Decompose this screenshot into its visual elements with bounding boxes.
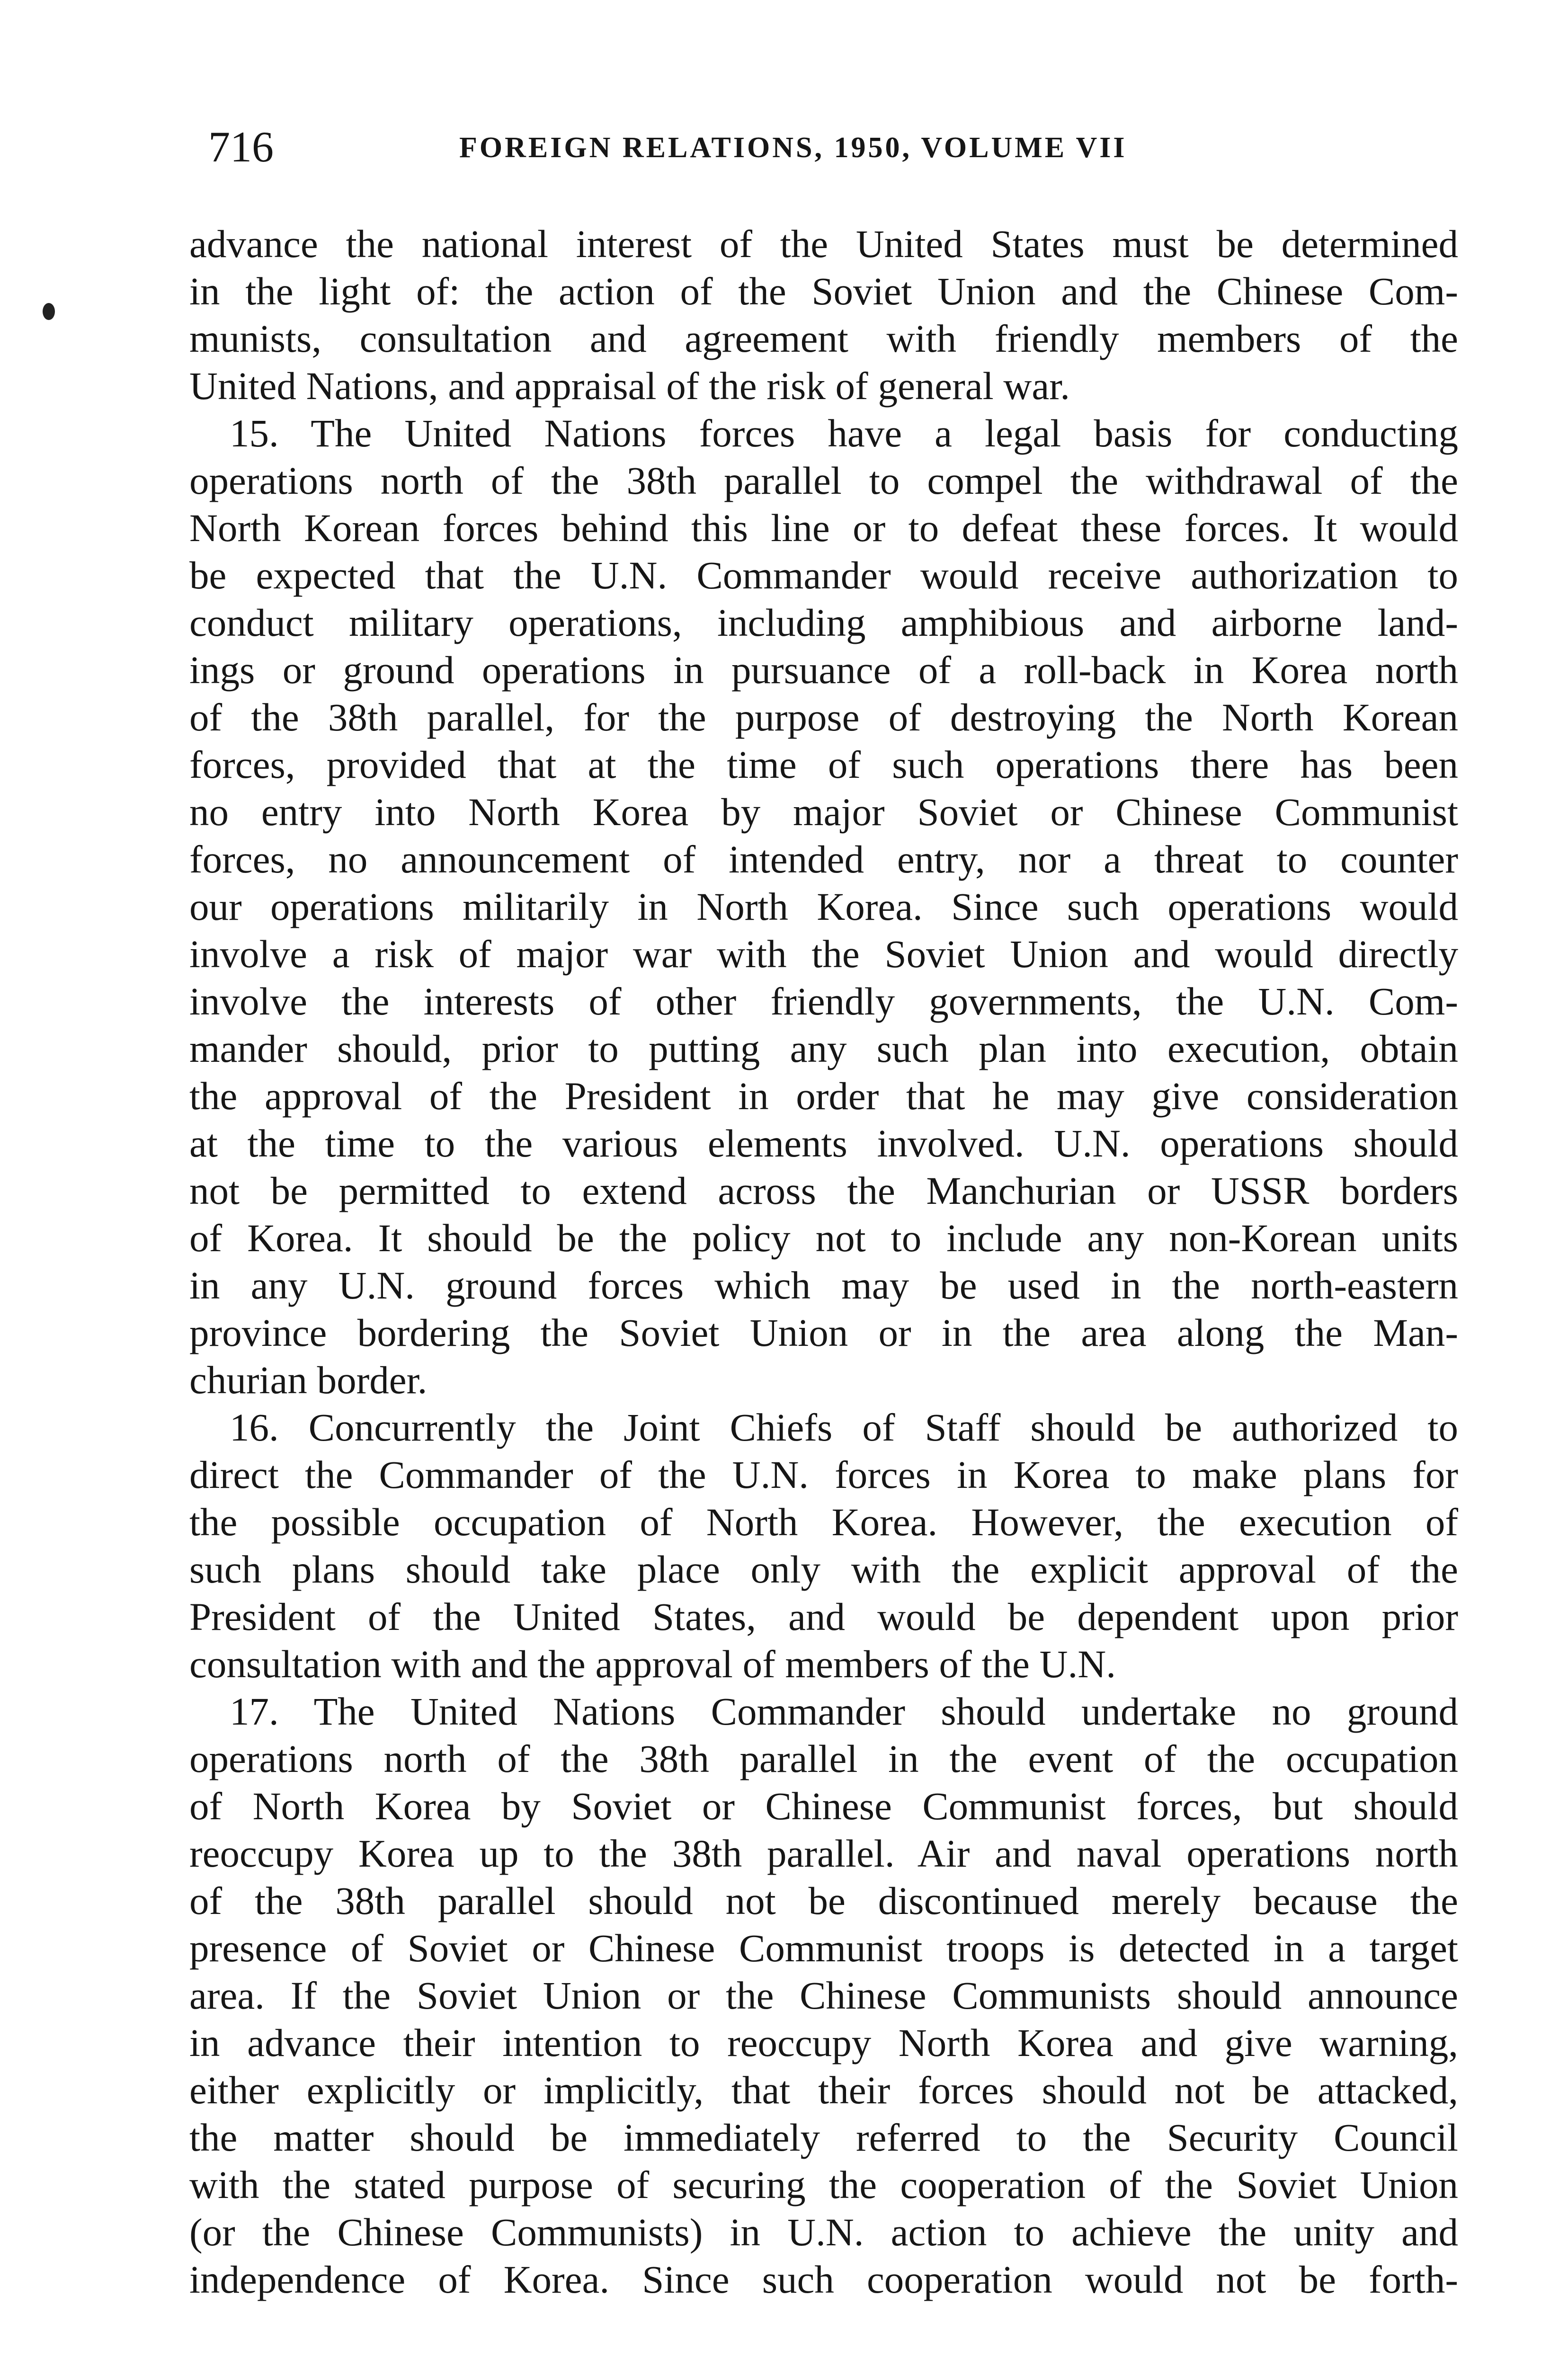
margin-ink-mark [43, 303, 55, 320]
text-line: such plans should take place only with the explicit approval of the [189, 1548, 1458, 1591]
text-line: 15. The United Nations forces have a legal basis for conducting [230, 411, 1458, 455]
text-line: involve the interests of other friendly governments, the U.N. Com- [189, 979, 1458, 1023]
text-line: (or the Chinese Communists) in U.N. action to achieve the unity and [189, 2210, 1458, 2254]
text-line: advance the national interest of the United States must be determined [189, 222, 1458, 266]
text-line: North Korean forces behind this line or to defeat these forces. It would [189, 506, 1458, 550]
text-line: at the time to the various elements involved. U.N. operations should [189, 1121, 1458, 1165]
text-line: consultation with and the approval of members of the U.N. [189, 1642, 1116, 1686]
text-line: the possible occupation of North Korea. However, the execution of [189, 1500, 1458, 1544]
text-line: the matter should be immediately referred to the Security Council [189, 2116, 1458, 2159]
text-line: area. If the Soviet Union or the Chinese Communists should announce [189, 1974, 1458, 2017]
text-line: be expected that the U.N. Commander would receive authorization to [189, 553, 1458, 597]
text-line: forces, no announcement of intended entry, nor a threat to counter [189, 837, 1458, 881]
text-line: in advance their intention to reoccupy North Korea and give warning, [189, 2021, 1458, 2064]
running-head: FOREIGN RELATIONS, 1950, VOLUME VII [459, 132, 1127, 164]
text-line: United Nations, and appraisal of the risk of general war. [189, 364, 1070, 408]
text-line: not be permitted to extend across the Manchurian or USSR borders [189, 1169, 1458, 1212]
page-header [208, 118, 1458, 175]
text-line: independence of Korea. Since such cooperation would not be forth- [189, 2258, 1458, 2301]
text-line: 17. The United Nations Commander should undertake no ground [230, 1690, 1458, 1733]
text-line: reoccupy Korea up to the 38th parallel. Air and naval operations north [189, 1832, 1458, 1875]
text-line: with the stated purpose of securing the cooperation of the Soviet Union [189, 2163, 1458, 2207]
text-line: conduct military operations, including amphibious and airborne land- [189, 601, 1458, 644]
text-line: either explicitly or implicitly, that their forces should not be attacked, [189, 2068, 1458, 2112]
text-line: the approval of the President in order that he may give consideration [189, 1074, 1458, 1118]
text-line: province bordering the Soviet Union or in the area along the Man- [189, 1311, 1458, 1354]
text-line: operations north of the 38th parallel to compel the withdrawal of the [189, 459, 1458, 502]
text-line: of North Korea by Soviet or Chinese Communist forces, but should [189, 1784, 1458, 1828]
page-number: 716 [208, 123, 274, 171]
text-line: in the light of: the action of the Soviet Union and the Chinese Com- [189, 269, 1458, 313]
text-line: churian border. [189, 1358, 428, 1402]
text-line: no entry into North Korea by major Soviet or Chinese Communist [189, 790, 1458, 834]
text-line: in any U.N. ground forces which may be used in the north-eastern [189, 1264, 1458, 1307]
text-line: of Korea. It should be the policy not to include any non-Korean units [189, 1216, 1458, 1260]
text-line: involve a risk of major war with the Soviet Union and would directly [189, 932, 1458, 976]
text-line: mander should, prior to putting any such plan into execution, obtain [189, 1027, 1458, 1070]
text-line: forces, provided that at the time of such operations there has been [189, 743, 1458, 786]
body-text [189, 220, 1458, 2303]
text-line: operations north of the 38th parallel in the event of the occupation [189, 1737, 1458, 1780]
text-line: our operations militarily in North Korea. Since such operations would [189, 885, 1458, 928]
text-line: ings or ground operations in pursuance of a roll-back in Korea north [189, 648, 1458, 692]
text-line: presence of Soviet or Chinese Communist troops is detected in a target [189, 1926, 1458, 1970]
text-line: direct the Commander of the U.N. forces in Korea to make plans for [189, 1453, 1458, 1496]
text-line: of the 38th parallel, for the purpose of destroying the North Korean [189, 695, 1458, 739]
text-line: of the 38th parallel should not be discontinued merely because the [189, 1879, 1458, 1922]
text-line: President of the United States, and would be dependent upon prior [189, 1595, 1458, 1638]
text-line: 16. Concurrently the Joint Chiefs of Staff should be authorized to [230, 1406, 1458, 1449]
text-line: munists, consultation and agreement with friendly members of the [189, 317, 1458, 360]
